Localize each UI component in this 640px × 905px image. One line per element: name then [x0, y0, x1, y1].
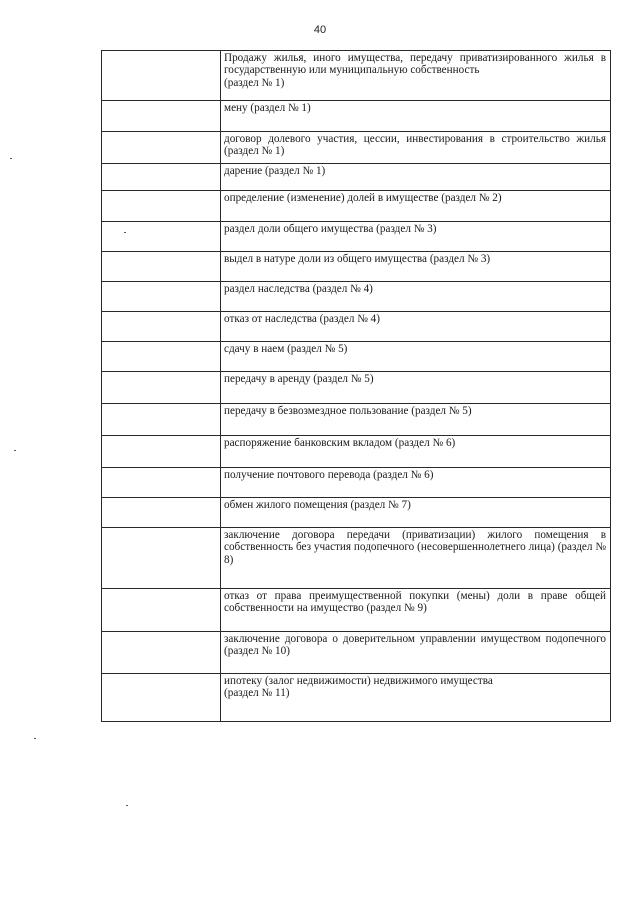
table-cell-text [221, 498, 611, 528]
table-row [102, 528, 611, 589]
table-row [102, 51, 611, 101]
scan-speck [10, 158, 12, 159]
row-text: отказ от права преимущественной покупки (мены) доли в праве общей собственности на имущество (раздел № 9) [224, 590, 606, 615]
table-cell-empty [102, 282, 221, 312]
table-row [102, 252, 611, 282]
table-cell-empty [102, 164, 221, 191]
row-text: получение почтового перевода (раздел № 6) [224, 469, 434, 481]
table-row [102, 312, 611, 342]
row-text: передачу в безвозмездное пользование (раздел № 5) [224, 405, 472, 417]
row-text: передачу в аренду (раздел № 5) [224, 373, 374, 385]
row-text: определение (изменение) долей в имуществе (раздел № 2) [224, 192, 502, 204]
row-text: выдел в натуре доли из общего имущества (раздел № 3) [224, 253, 491, 265]
table-cell-text [221, 252, 611, 282]
table-cell-text [221, 312, 611, 342]
table-cell-empty [102, 436, 221, 468]
table-row [102, 101, 611, 132]
table-cell-empty [102, 589, 221, 632]
table-row [102, 191, 611, 222]
table-cell-text [221, 222, 611, 252]
table-cell-text [221, 191, 611, 222]
table-cell-text [221, 404, 611, 436]
row-text: Продажу жилья, иного имущества, передачу приватизированного жилья в государственную или муниципальную собственность (раздел № 1) [224, 52, 606, 89]
table-cell-text [221, 342, 611, 372]
table-cell-text [221, 436, 611, 468]
table-cell-empty [102, 632, 221, 674]
page-number: 40 [313, 24, 327, 36]
row-text: ипотеку (залог недвижимости) недвижимого имущества (раздел № 11) [224, 675, 493, 700]
row-text: заключение договора о доверительном управлении имуществом подопечного (раздел № 10) [224, 633, 606, 658]
row-text: заключение договора передачи (приватизации) жилого помещения в собственность без участия подопечного (несовершеннолетнего лица) (раздел № 8) [224, 529, 606, 566]
scan-speck [14, 450, 16, 451]
table-row [102, 674, 611, 722]
table-row [102, 404, 611, 436]
table-cell-empty [102, 498, 221, 528]
row-text: раздел доли общего имущества (раздел № 3) [224, 223, 437, 235]
row-text: сдачу в наем (раздел № 5) [224, 343, 348, 355]
table-row [102, 436, 611, 468]
table-cell-empty [102, 528, 221, 589]
table-cell-text [221, 164, 611, 191]
table-cell-empty [102, 372, 221, 404]
scan-speck [126, 805, 128, 806]
table-cell-empty [102, 468, 221, 498]
table-cell-empty [102, 191, 221, 222]
row-text: распоряжение банковским вкладом (раздел № 6) [224, 437, 456, 449]
table-cell-empty [102, 132, 221, 164]
table-row [102, 498, 611, 528]
table-cell-empty [102, 674, 221, 722]
table-cell-empty [102, 101, 221, 132]
table-row [102, 589, 611, 632]
table-cell-empty [102, 404, 221, 436]
table-row [102, 372, 611, 404]
table-cell-text [221, 132, 611, 164]
table-cell-text [221, 51, 611, 101]
table-row [102, 282, 611, 312]
table-cell-text [221, 528, 611, 589]
row-text: договор долевого участия, цессии, инвестирования в строительство жилья (раздел № 1) [224, 133, 606, 158]
table-cell-text [221, 632, 611, 674]
table-cell-empty [102, 252, 221, 282]
table-cell-empty [102, 312, 221, 342]
table-cell-text [221, 282, 611, 312]
table-row [102, 342, 611, 372]
table-row [102, 222, 611, 252]
table-cell-text [221, 589, 611, 632]
scan-speck [34, 738, 36, 739]
row-text: отказ от наследства (раздел № 4) [224, 313, 381, 325]
document-table [101, 50, 611, 722]
table-cell-empty [102, 51, 221, 101]
table-cell-text [221, 674, 611, 722]
table-row [102, 164, 611, 191]
table-row [102, 132, 611, 164]
table-row [102, 632, 611, 674]
row-text: дарение (раздел № 1) [224, 165, 326, 177]
table-cell-empty [102, 342, 221, 372]
table-cell-text [221, 372, 611, 404]
table-cell-text [221, 101, 611, 132]
row-text: мену (раздел № 1) [224, 102, 311, 114]
table-cell-empty [102, 222, 221, 252]
row-text: раздел наследства (раздел № 4) [224, 283, 373, 295]
scan-speck [124, 232, 126, 233]
table-cell-text [221, 468, 611, 498]
table-row [102, 468, 611, 498]
row-text: обмен жилого помещения (раздел № 7) [224, 499, 411, 511]
